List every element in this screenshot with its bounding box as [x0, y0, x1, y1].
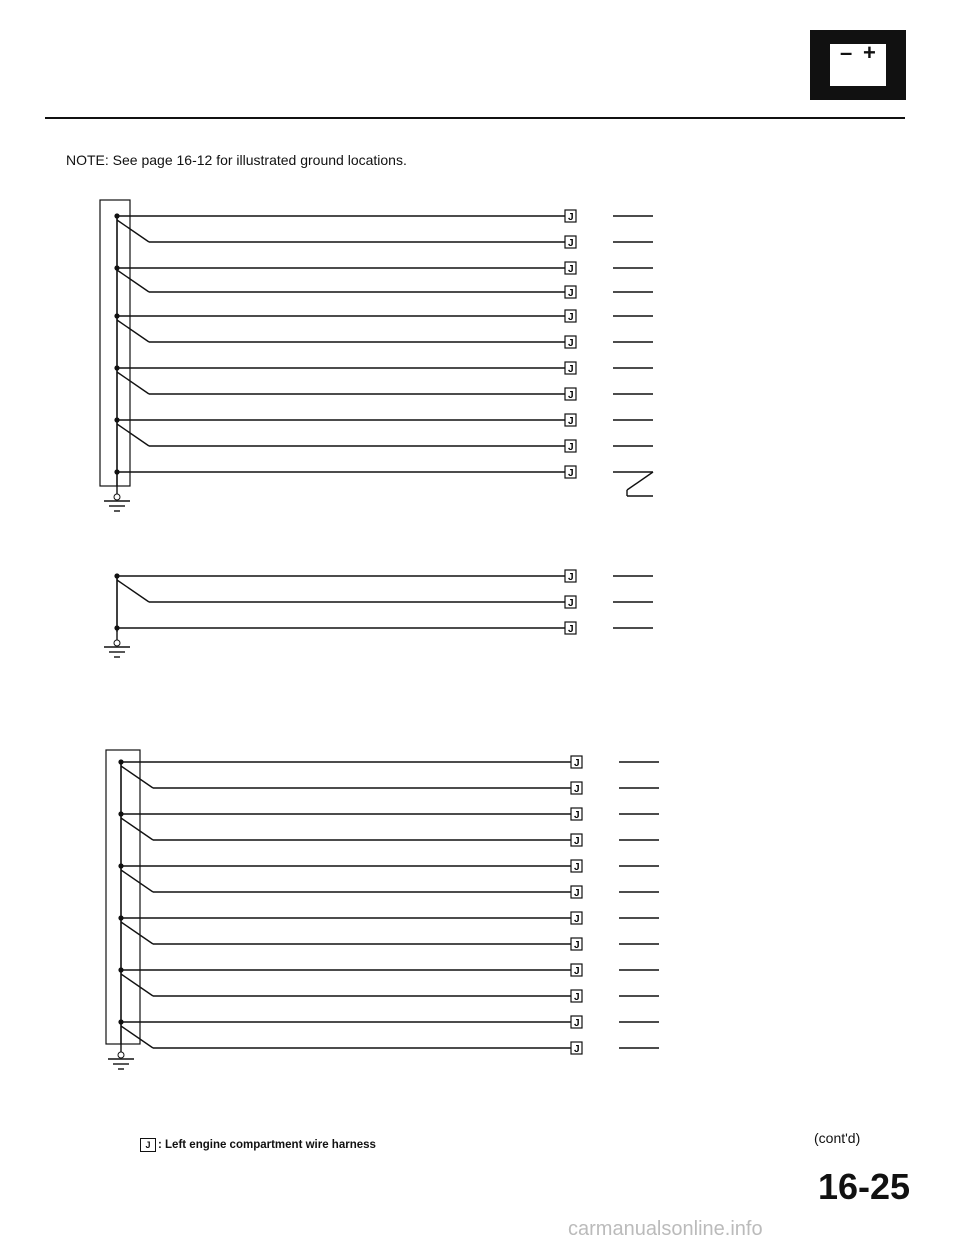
connector-icon [571, 1042, 582, 1055]
minus-sign-icon: – [840, 40, 853, 65]
connector-icon [565, 622, 576, 635]
connector-icon [565, 596, 576, 609]
connector-icon [565, 310, 576, 323]
connector-icon [565, 414, 576, 427]
page-number: 16-25 [818, 1166, 911, 1207]
wire-branch [121, 974, 153, 996]
svg-text:J: J [568, 312, 574, 323]
svg-text:J: J [574, 810, 580, 821]
splice-dot [114, 265, 119, 270]
legend-text: J : Left engine compartment wire harness [140, 1138, 376, 1152]
splice-dot [114, 417, 119, 422]
connector-icon [565, 236, 576, 249]
note-text: NOTE: See page 16-12 for illustrated ground locations. [66, 152, 407, 168]
splice-dot [118, 967, 123, 972]
watermark-text: carmanualsonline.info [568, 1218, 763, 1240]
connector-icon [565, 440, 576, 453]
wire-branch [121, 766, 153, 788]
connector-icon [571, 938, 582, 951]
splice-dot [114, 573, 119, 578]
svg-text:J: J [574, 784, 580, 795]
svg-text:J: J [574, 914, 580, 925]
svg-text:J: J [574, 940, 580, 951]
svg-text:J: J [574, 758, 580, 769]
connector-icon [571, 990, 582, 1003]
legend-connector-icon: J [140, 1138, 156, 1152]
connector-icon [565, 466, 576, 479]
wire-branch [117, 580, 149, 602]
wire-branch [121, 1026, 153, 1048]
connector-icon [565, 262, 576, 275]
splice-dot [114, 365, 119, 370]
connector-icon [565, 210, 576, 223]
svg-text:J: J [574, 1044, 580, 1055]
connector-icon [571, 834, 582, 847]
contd-text: (cont'd) [814, 1130, 861, 1146]
splice-dot [114, 213, 119, 218]
svg-text:J: J [568, 212, 574, 223]
connector-icon [565, 286, 576, 299]
splice-dot [118, 759, 123, 764]
svg-text:J: J [568, 264, 574, 275]
connector-icon [565, 570, 576, 583]
svg-text:J: J [568, 468, 574, 479]
wire-branch [121, 922, 153, 944]
svg-text:J: J [568, 364, 574, 375]
ground-eyelet [118, 1052, 124, 1058]
wire-branch [117, 220, 149, 242]
wire-fork [627, 472, 653, 490]
connector-icon [571, 964, 582, 977]
splice-dot [114, 625, 119, 630]
connector-icon [571, 1016, 582, 1029]
svg-text:J: J [568, 390, 574, 401]
connector-icon [571, 808, 582, 821]
svg-text:J: J [574, 862, 580, 873]
splice-dot [114, 469, 119, 474]
connector-icon [565, 362, 576, 375]
splice-dot [118, 915, 123, 920]
connector-icon [571, 860, 582, 873]
svg-text:J: J [568, 416, 574, 427]
svg-text:J: J [568, 598, 574, 609]
legend-label: Left engine compartment wire harness [165, 1139, 376, 1152]
plus-sign-icon: + [863, 40, 876, 65]
connector-icon [571, 756, 582, 769]
ground-eyelet [114, 640, 120, 646]
splice-dot [114, 313, 119, 318]
splice-dot [118, 811, 123, 816]
connector-icon [571, 886, 582, 899]
svg-text:J: J [568, 572, 574, 583]
wire-branch [121, 870, 153, 892]
svg-text:J: J [574, 888, 580, 899]
splice-dot [118, 863, 123, 868]
svg-text:J: J [574, 836, 580, 847]
wire-branch [117, 320, 149, 342]
wire-branch [121, 818, 153, 840]
connector-icon [565, 388, 576, 401]
svg-text:J: J [574, 992, 580, 1003]
svg-text:J: J [568, 624, 574, 635]
svg-text:J: J [568, 288, 574, 299]
svg-text:J: J [568, 442, 574, 453]
svg-text:J: J [568, 338, 574, 349]
harness-box [100, 200, 130, 486]
svg-text:J: J [574, 1018, 580, 1029]
svg-text:J: J [568, 238, 574, 249]
harness-box [106, 750, 140, 1044]
wire-branch [117, 270, 149, 292]
svg-text:J: J [574, 966, 580, 977]
connector-icon [565, 336, 576, 349]
splice-dot [118, 1019, 123, 1024]
ground-eyelet [114, 494, 120, 500]
wire-branch [117, 372, 149, 394]
wire-branch [117, 424, 149, 446]
connector-icon [571, 782, 582, 795]
connector-icon [571, 912, 582, 925]
